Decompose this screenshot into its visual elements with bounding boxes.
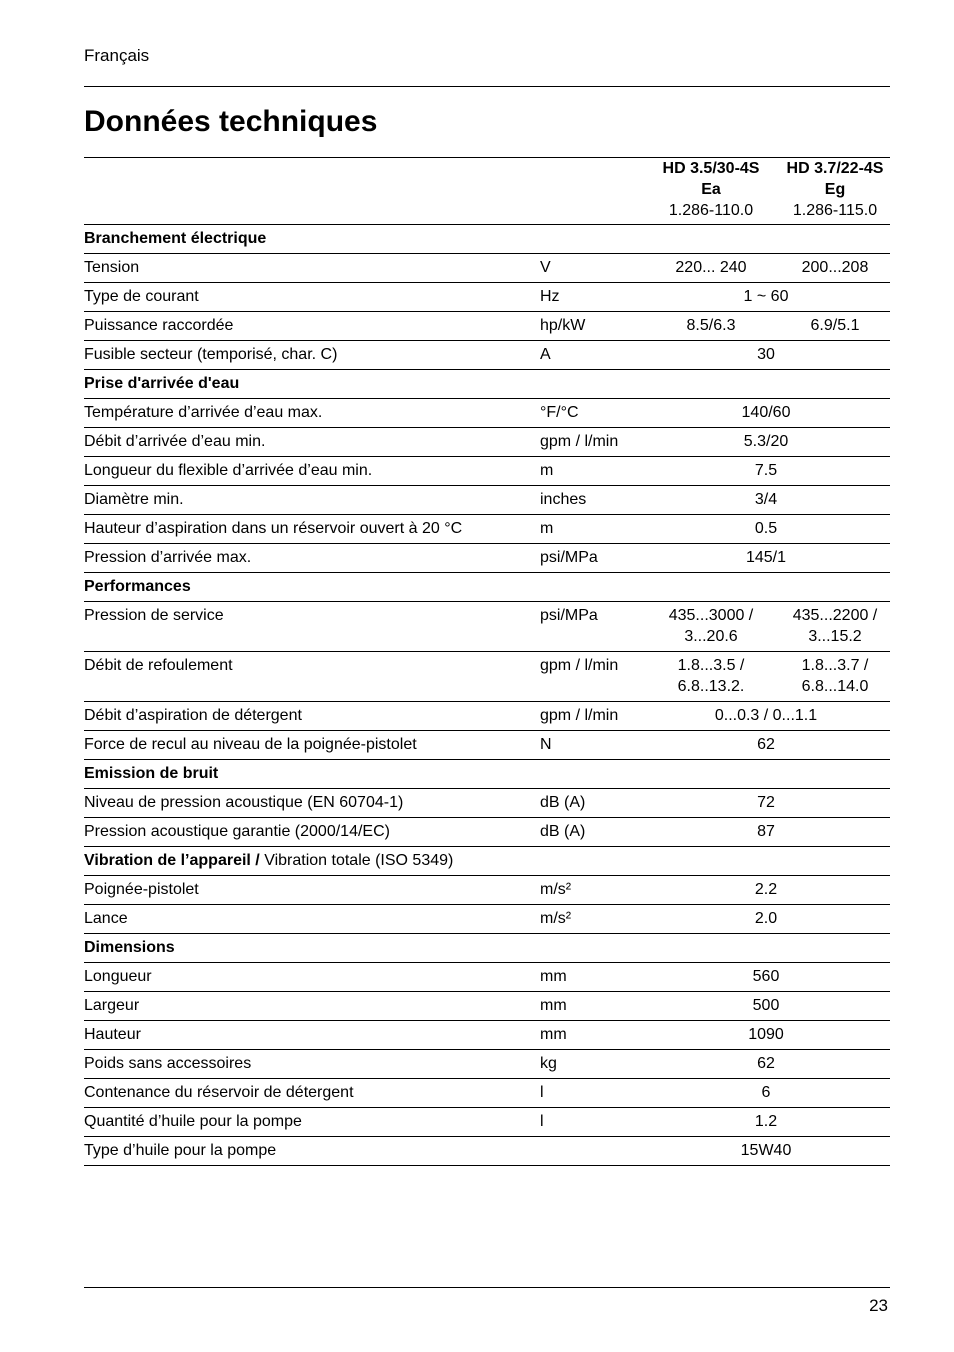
spec-unit: Hz [540,283,642,312]
spec-unit: N [540,731,642,760]
spec-value-line: 8.5/6.3 [686,317,736,334]
spec-row [84,515,890,544]
spec-unit: l [540,1079,642,1108]
spec-value-both-models: 72 [642,789,890,818]
model-header-row [84,158,890,225]
section-header-row [84,225,890,254]
spec-row [84,1108,890,1137]
spec-row [84,789,890,818]
spec-value-both-models: 1.2 [642,1108,890,1137]
model-2-part-number: 1.286-115.0 [792,202,878,219]
spec-row [84,963,890,992]
spec-value-line: 3...20.6 [684,628,738,645]
spec-value-both-models: 145/1 [642,544,890,573]
spec-row [84,254,890,283]
section-title-text: Emission de bruit [84,765,219,782]
spec-unit: m [540,515,642,544]
spec-unit: psi/MPa [540,602,642,652]
section-header-row [84,760,890,789]
spec-label: Force de recul au niveau de la poignée-pistolet [84,731,540,760]
spec-value-line: 200...208 [801,259,869,276]
spec-value-line: 6.8...14.0 [801,678,869,695]
spec-label: Pression d’arrivée max. [84,544,540,573]
section-title-text: Vibration de l’appareil / [84,852,260,869]
spec-unit: mm [540,963,642,992]
spec-value-both-models: 1 ~ 60 [642,283,890,312]
spec-unit: l [540,1108,642,1137]
spec-row [84,652,890,702]
page-title: Données techniques [84,105,378,138]
spec-label: Débit d’arrivée d’eau min. [84,428,540,457]
spec-value-line: 6.9/5.1 [810,317,860,334]
spec-row [84,702,890,731]
spec-row [84,1079,890,1108]
spec-row [84,818,890,847]
page-number: 23 [869,1296,888,1315]
spec-value-model-1 [642,312,780,341]
spec-label: Débit d’aspiration de détergent [84,702,540,731]
spec-row [84,341,890,370]
section-title [84,847,890,876]
spec-label: Lance [84,905,540,934]
spec-value-both-models: 5.3/20 [642,428,890,457]
spec-value-both-models: 62 [642,731,890,760]
spec-row [84,428,890,457]
section-title-text: Dimensions [84,939,175,956]
section-title [84,934,890,963]
spec-unit: kg [540,1050,642,1079]
section-title [84,573,890,602]
spec-label: Poids sans accessoires [84,1050,540,1079]
model-2-variant: Eg [824,181,846,198]
section-title-text: Performances [84,578,191,595]
spec-label: Contenance du réservoir de détergent [84,1079,540,1108]
spec-value-line: 3...15.2 [808,628,862,645]
spec-label: Température d’arrivée d’eau max. [84,399,540,428]
spec-row [84,1137,890,1166]
spec-unit: V [540,254,642,283]
spec-unit: dB (A) [540,818,642,847]
spec-label: Type d’huile pour la pompe [84,1137,540,1166]
spec-unit: dB (A) [540,789,642,818]
section-title-text: Branchement électrique [84,230,267,247]
spec-unit: °F/°C [540,399,642,428]
header-rule [84,86,890,87]
spec-row [84,486,890,515]
spec-unit: inches [540,486,642,515]
spec-value-line: 435...2200 / [792,607,878,624]
spec-unit: m [540,457,642,486]
spec-value-model-1 [642,652,780,702]
model-1-part-number: 1.286-110.0 [668,202,754,219]
spec-row [84,544,890,573]
spec-label: Diamètre min. [84,486,540,515]
spec-row [84,731,890,760]
spec-label: Hauteur [84,1021,540,1050]
section-header-row [84,370,890,399]
technical-data-table [84,157,890,1166]
spec-value-model-2 [780,254,890,283]
spec-unit: gpm / l/min [540,652,642,702]
spec-unit: gpm / l/min [540,428,642,457]
spec-row [84,876,890,905]
spec-value-both-models: 2.0 [642,905,890,934]
spec-row [84,602,890,652]
section-header-row [84,934,890,963]
spec-row [84,312,890,341]
spec-value-model-1 [642,254,780,283]
spec-label: Largeur [84,992,540,1021]
spec-unit: gpm / l/min [540,702,642,731]
language-label: Français [84,46,150,65]
spec-row [84,457,890,486]
spec-row [84,399,890,428]
spec-value-both-models: 140/60 [642,399,890,428]
spec-label: Longueur [84,963,540,992]
section-title-text: Prise d'arrivée d'eau [84,375,240,392]
spec-value-model-2 [780,652,890,702]
spec-value-both-models: 6 [642,1079,890,1108]
spec-unit: hp/kW [540,312,642,341]
spec-label: Type de courant [84,283,540,312]
spec-value-line: 1.8...3.7 / [801,657,869,674]
spec-unit: mm [540,1021,642,1050]
section-title-suffix: Vibration totale (ISO 5349) [259,852,454,869]
model-2-name: HD 3.7/22-4S [786,160,884,177]
spec-unit: mm [540,992,642,1021]
spec-label: Puissance raccordée [84,312,540,341]
spec-row [84,992,890,1021]
spec-label: Poignée-pistolet [84,876,540,905]
spec-label: Pression de service [84,602,540,652]
spec-label: Débit de refoulement [84,652,540,702]
spec-row [84,1050,890,1079]
spec-value-both-models: 1090 [642,1021,890,1050]
spec-value-both-models: 2.2 [642,876,890,905]
spec-value-both-models: 87 [642,818,890,847]
spec-label: Niveau de pression acoustique (EN 60704-1) [84,789,540,818]
spec-label: Hauteur d’aspiration dans un réservoir ouvert à 20 °C [84,515,540,544]
spec-value-line: 1.8...3.5 / [677,657,745,674]
spec-unit: m/s² [540,876,642,905]
spec-unit: psi/MPa [540,544,642,573]
model-2-header [780,158,890,225]
spec-value-line: 220... 240 [675,259,747,276]
section-title [84,370,890,399]
spec-unit: m/s² [540,905,642,934]
spec-label: Pression acoustique garantie (2000/14/EC) [84,818,540,847]
spec-value-model-2 [780,602,890,652]
spec-row [84,905,890,934]
spec-unit: A [540,341,642,370]
spec-value-model-2 [780,312,890,341]
section-header-row [84,847,890,876]
spec-label: Longueur du flexible d’arrivée d’eau min. [84,457,540,486]
spec-value-both-models: 7.5 [642,457,890,486]
spec-value-both-models: 3/4 [642,486,890,515]
spec-value-both-models: 15W40 [642,1137,890,1166]
section-header-row [84,573,890,602]
section-title [84,760,890,789]
spec-value-model-1 [642,602,780,652]
spec-value-both-models: 30 [642,341,890,370]
model-1-variant: Ea [701,181,721,198]
spec-value-line: 435...3000 / [668,607,754,624]
spec-value-both-models: 62 [642,1050,890,1079]
model-1-header [642,158,780,225]
section-title [84,225,890,254]
spec-row [84,1021,890,1050]
model-1-name: HD 3.5/30-4S [662,160,760,177]
spec-value-both-models: 0...0.3 / 0...1.1 [642,702,890,731]
spec-label: Tension [84,254,540,283]
spec-label: Fusible secteur (temporisé, char. C) [84,341,540,370]
spec-value-both-models: 560 [642,963,890,992]
spec-value-both-models: 500 [642,992,890,1021]
footer-rule [84,1287,890,1288]
spec-value-both-models: 0.5 [642,515,890,544]
spec-label: Quantité d’huile pour la pompe [84,1108,540,1137]
spec-unit [540,1137,642,1166]
spec-row [84,283,890,312]
spec-value-line: 6.8..13.2. [677,678,745,695]
